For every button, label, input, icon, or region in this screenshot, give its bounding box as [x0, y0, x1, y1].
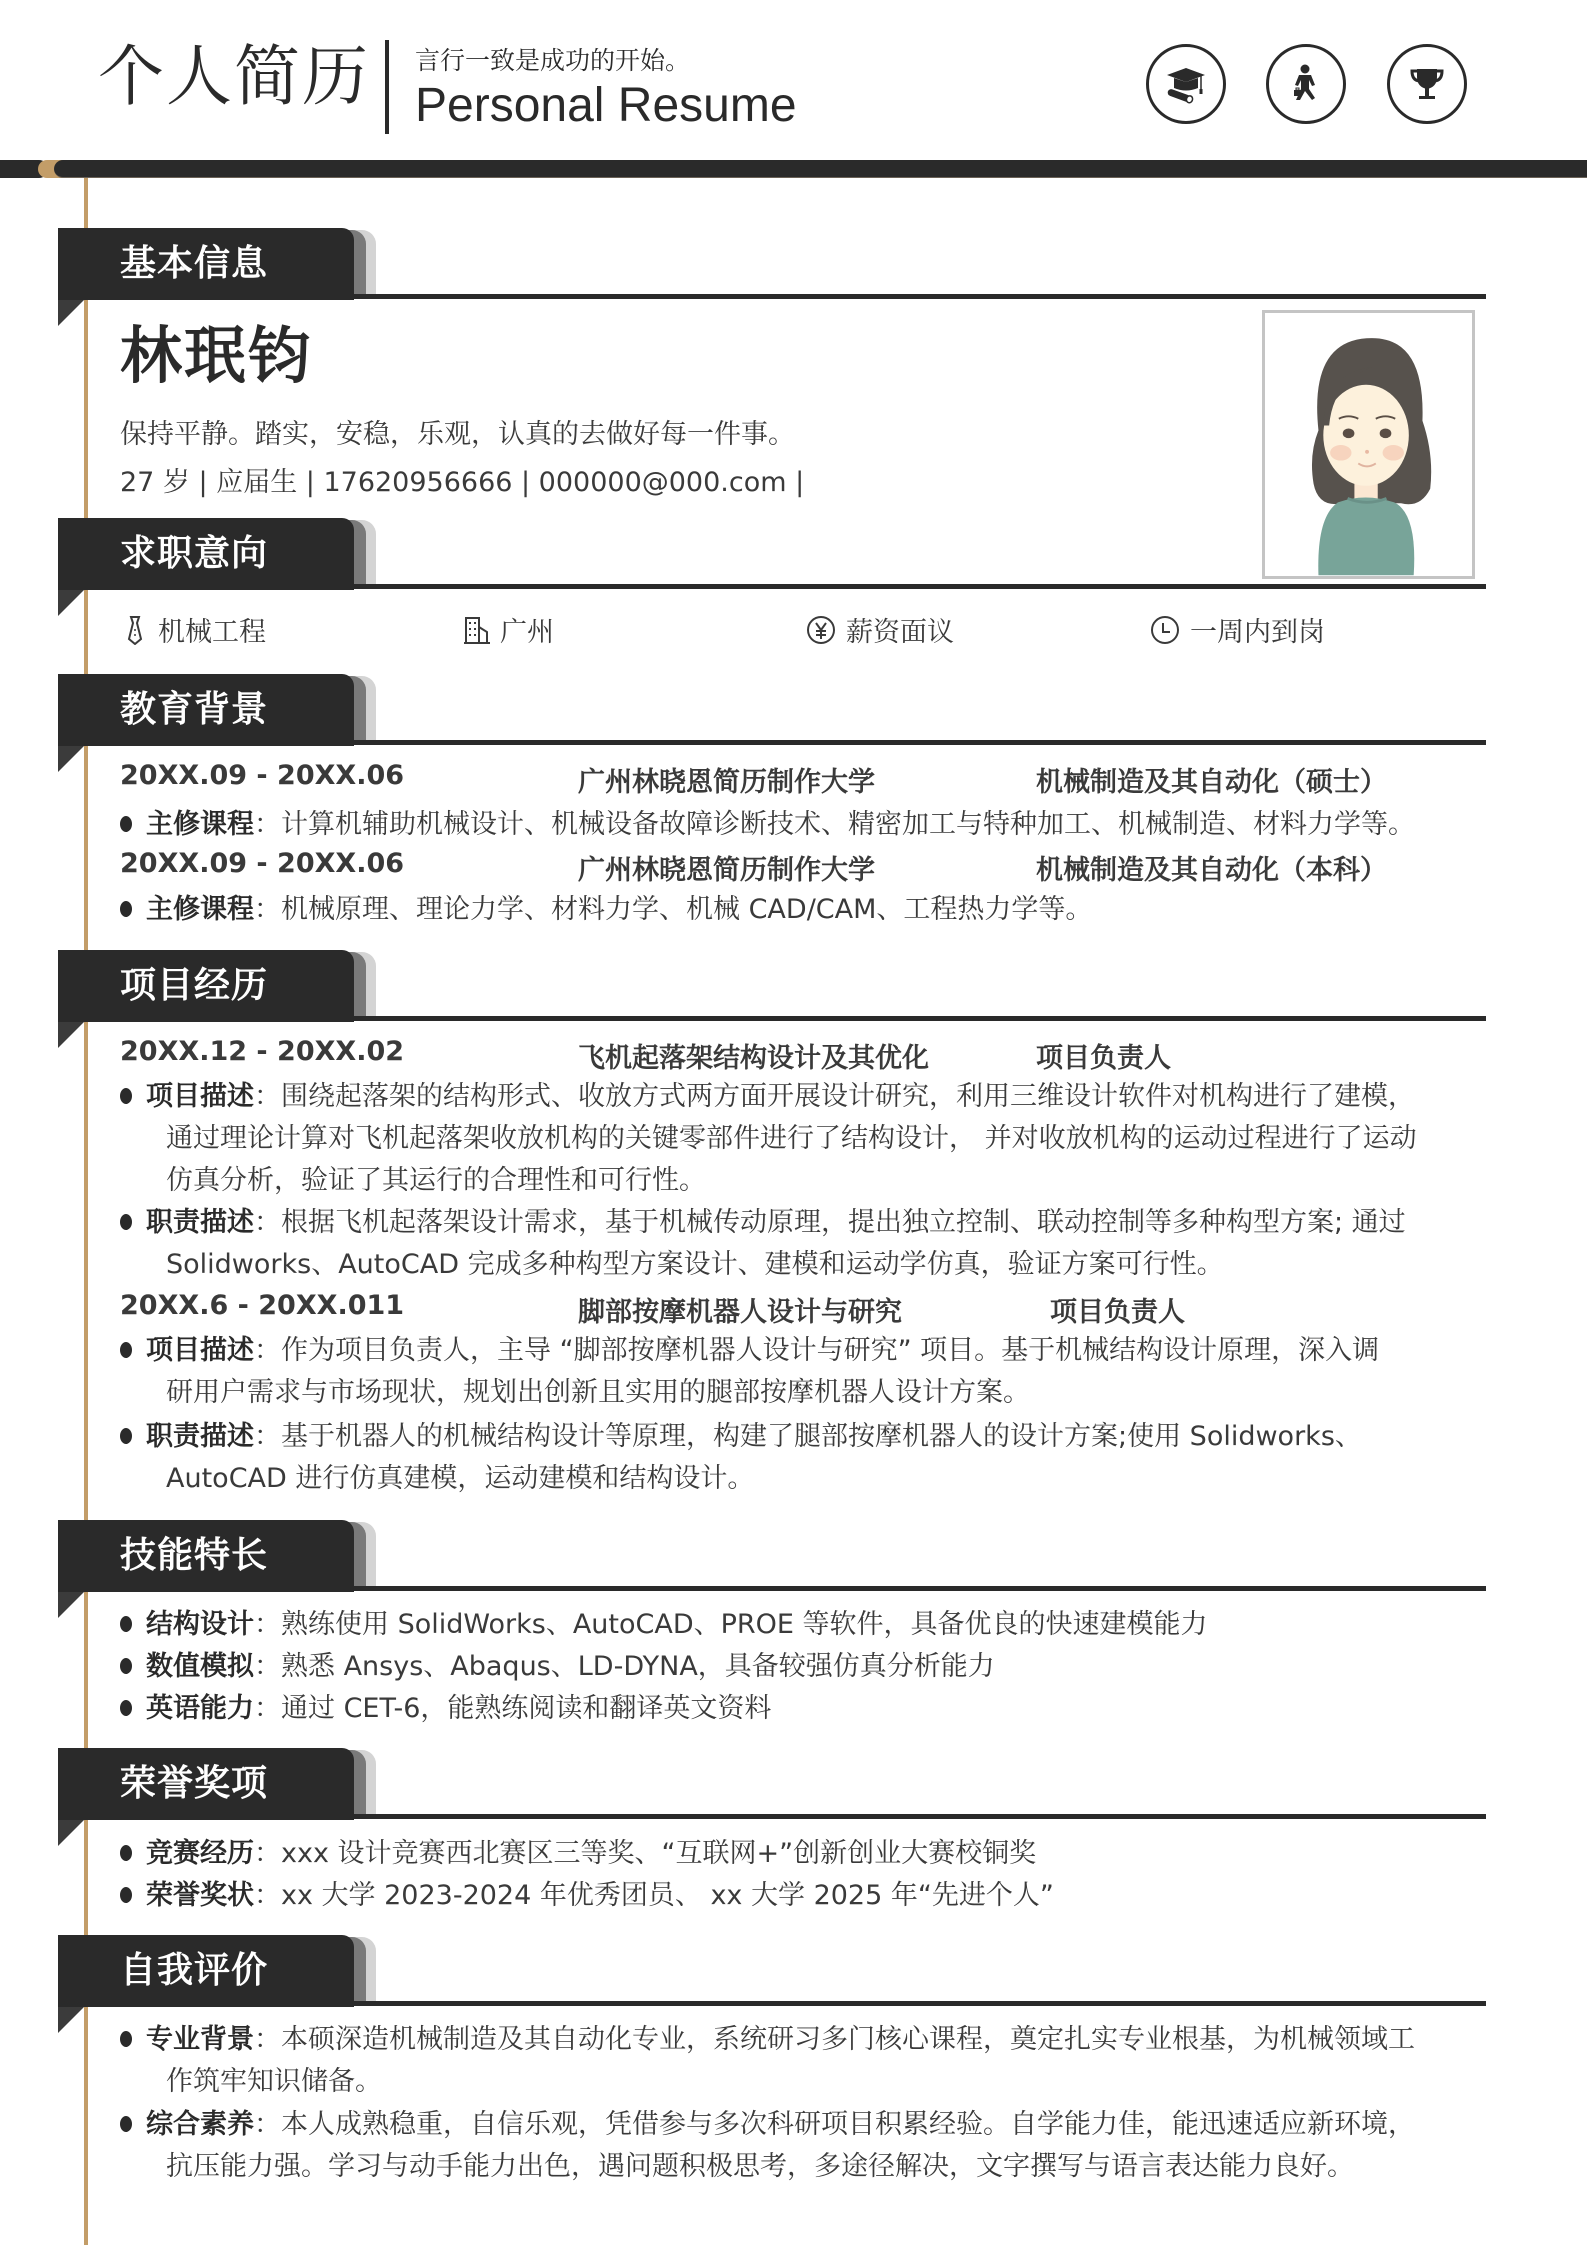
job-intent-city: 广州	[464, 610, 554, 649]
self-eval-item-cont: 作筑牢知识储备。	[166, 2066, 382, 2097]
businessman-walking-icon	[1266, 44, 1346, 124]
education-courses: 主修课程：计算机辅助机械设计、机械设备故障诊断技术、精密加工与特种加工、机械制造、材料力学等。	[120, 804, 1415, 846]
project-description: 项目描述：围绕起落架的结构形式、收放方式两方面开展设计研究，利用三维设计软件对机构进行了建模，	[120, 1076, 1415, 1118]
self-eval-item-cont: 抗压能力强。学习与动手能力出色，遇问题积极思考，多途径解决，文字撰写与语言表达能力良好。	[166, 2151, 1354, 2182]
project-duty-cont: AutoCAD 进行仿真建模，运动建模和结构设计。	[166, 1463, 755, 1494]
header-motto: 言行一致是成功的开始。	[415, 46, 691, 75]
section-title: 自我评价	[120, 1950, 269, 1991]
education-school: 广州林晓恩简历制作大学	[578, 855, 875, 886]
yen-coin-icon	[806, 615, 836, 645]
section-header-skills	[58, 1520, 1486, 1610]
header-divider	[385, 40, 389, 134]
project-description-cont: 研用户需求与市场现状，规划出创新且实用的腿部按摩机器人设计方案。	[166, 1377, 1030, 1408]
section-header-projects	[58, 950, 1486, 1040]
tie-icon	[122, 615, 148, 645]
header-bar	[54, 160, 1587, 178]
project-period: 20XX.6 - 20XX.011	[120, 1290, 405, 1321]
resume-title-cn: 个人简历	[98, 38, 370, 115]
clock-icon	[1150, 615, 1180, 645]
project-duty: 职责描述：根据飞机起落架设计需求，基于机械传动原理，提出独立控制、联动控制等多种构型方案; 通过	[120, 1202, 1406, 1244]
education-major: 机械制造及其自动化（硕士）	[1036, 767, 1387, 798]
job-intent-position: 机械工程	[122, 610, 266, 649]
skill-item: 数值模拟：熟悉 Ansys、Abaqus、LD-DYNA，具备较强仿真分析能力	[120, 1646, 995, 1688]
self-eval-item: 综合素养：本人成熟稳重，自信乐观，凭借参与多次科研项目积累经验。自学能力佳，能迅速适应新环境，	[120, 2104, 1415, 2146]
project-description-cont: 通过理论计算对飞机起落架收放机构的关键零部件进行了结构设计， 并对收放机构的运动过程进行了运动	[166, 1123, 1417, 1154]
project-duty: 职责描述：基于机器人的机械结构设计等原理，构建了腿部按摩机器人的设计方案;使用 Solidworks、	[120, 1416, 1362, 1458]
education-period: 20XX.09 - 20XX.06	[120, 760, 405, 791]
building-icon	[464, 615, 490, 645]
education-courses: 主修课程：机械原理、理论力学、材料力学、机械 CAD/CAM、工程热力学等。	[120, 889, 1092, 931]
trophy-icon	[1387, 44, 1467, 124]
project-role: 项目负责人	[1036, 1043, 1171, 1074]
candidate-name: 林珉钧	[120, 319, 313, 392]
project-name: 飞机起落架结构设计及其优化	[578, 1043, 929, 1074]
job-intent-salary: 薪资面议	[806, 610, 954, 649]
education-major: 机械制造及其自动化（本科）	[1036, 855, 1387, 886]
section-header-self-evaluation	[58, 1935, 1486, 2025]
resume-title-en: Personal Resume	[415, 79, 797, 132]
section-header-basic-info	[58, 228, 1486, 318]
education-period: 20XX.09 - 20XX.06	[120, 848, 405, 879]
section-header-honors	[58, 1748, 1486, 1838]
project-role: 项目负责人	[1050, 1297, 1185, 1328]
section-header-job-intent	[58, 518, 1486, 608]
honor-item: 竞赛经历：xxx 设计竞赛西北赛区三等奖、“互联网+”创新创业大赛校铜奖	[120, 1833, 1036, 1875]
project-duty-cont: Solidworks、AutoCAD 完成多种构型方案设计、建模和运动学仿真，验证方案可行性。	[166, 1249, 1224, 1280]
honor-item: 荣誉奖状：xx 大学 2023-2024 年优秀团员、 xx 大学 2025 年“先进个人”	[120, 1875, 1054, 1917]
skill-item: 英语能力：通过 CET-6，能熟练阅读和翻译英文资料	[120, 1688, 771, 1730]
graduation-cap-icon	[1146, 44, 1226, 124]
section-title: 荣誉奖项	[120, 1763, 269, 1804]
skill-item: 结构设计：熟练使用 SolidWorks、AutoCAD、PROE 等软件，具备优良的快速建模能力	[120, 1604, 1208, 1646]
section-title: 教育背景	[120, 689, 269, 730]
section-title: 技能特长	[120, 1535, 269, 1576]
job-intent-availability: 一周内到岗	[1150, 610, 1325, 649]
section-title: 求职意向	[120, 533, 269, 574]
section-title: 基本信息	[120, 243, 269, 284]
contact-info: 27 岁 | 应届生 | 17620956666 | 000000@000.com |	[120, 467, 805, 498]
project-description-cont: 仿真分析，验证了其运行的合理性和可行性。	[166, 1165, 706, 1196]
self-eval-item: 专业背景：本硕深造机械制造及其自动化专业，系统研习多门核心课程，奠定扎实专业根基，为机械领域工	[120, 2019, 1415, 2061]
section-title: 项目经历	[120, 965, 269, 1006]
personal-motto: 保持平静。踏实，安稳，乐观，认真的去做好每一件事。	[120, 419, 795, 450]
education-school: 广州林晓恩简历制作大学	[578, 767, 875, 798]
project-name: 脚部按摩机器人设计与研究	[578, 1297, 902, 1328]
project-period: 20XX.12 - 20XX.02	[120, 1036, 405, 1067]
project-description: 项目描述：作为项目负责人，主导 “脚部按摩机器人设计与研究” 项目。基于机械结构设计原理，深入调	[120, 1330, 1379, 1372]
section-header-education	[58, 674, 1486, 764]
